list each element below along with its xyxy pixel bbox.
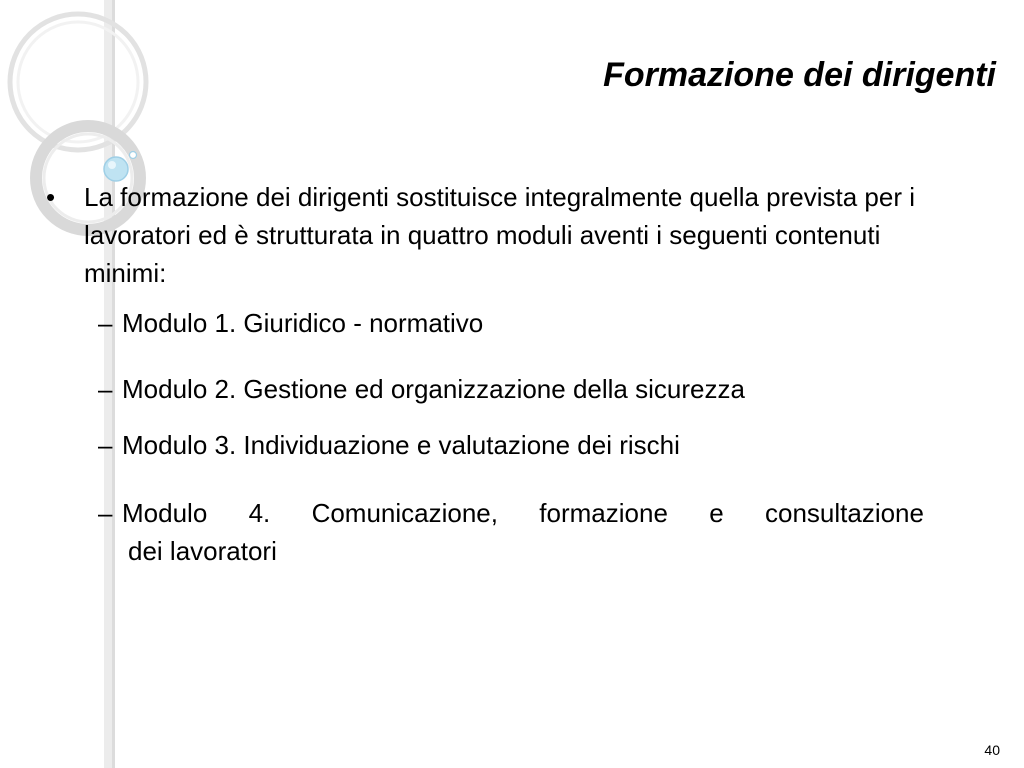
word: formazione (539, 498, 668, 528)
sub-item-text: Modulo 3. Individuazione e valutazione dei rischi (122, 430, 680, 460)
slide-content (46, 178, 926, 570)
sub-item-text: Modulo 2. Gestione ed organizzazione della sicurezza (122, 374, 745, 404)
word: e (709, 498, 724, 528)
sub-item-line-2: dei lavoratori (128, 536, 277, 566)
word: consultazione (764, 498, 924, 528)
sub-item-line-1 (122, 494, 924, 532)
dash-marker: – (98, 498, 113, 528)
sub-item-modulo-3 (98, 426, 926, 464)
slide-title: Formazione dei dirigenti (603, 56, 996, 94)
dash-marker: – (98, 374, 113, 404)
sub-item-modulo-2 (98, 370, 926, 408)
page-number: 40 (984, 742, 1000, 758)
word: Comunicazione, (311, 498, 498, 528)
bubble-large-shine (108, 161, 116, 169)
bullet-item (46, 178, 926, 292)
sub-item-modulo-1 (98, 304, 926, 342)
word: Modulo (122, 498, 208, 528)
dash-marker: – (98, 308, 113, 338)
dash-marker: – (98, 430, 113, 460)
sub-item-text: Modulo 1. Giuridico - normativo (122, 308, 484, 338)
bullet-dot: • (46, 182, 56, 212)
bubble-small (130, 152, 137, 159)
word: 4. (248, 498, 271, 528)
bullet-text: La formazione dei dirigenti sostituisce integralmente quella prevista per i lavoratori ed è strutturata in quattro moduli aventi i seguenti contenuti minimi: (84, 182, 915, 288)
sub-item-modulo-4 (98, 494, 926, 570)
